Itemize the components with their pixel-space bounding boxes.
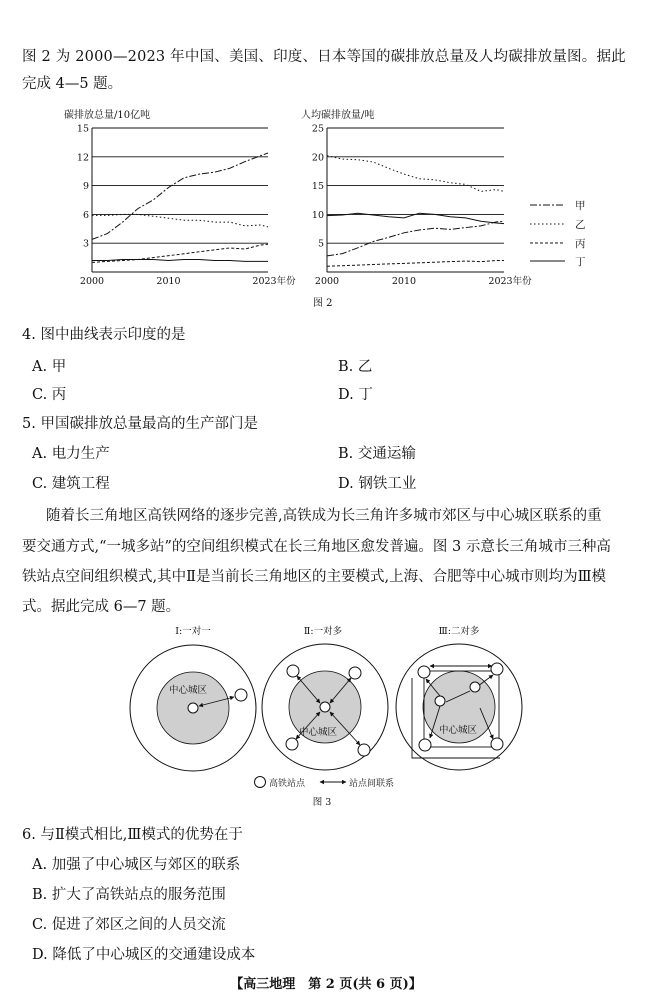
legend-link-label: 站点间联系 bbox=[349, 779, 395, 789]
x-tick-label: 2023年份 bbox=[252, 276, 296, 287]
passage-line-2: 要交通方式,“一城多站”的空间组织模式在长三角地区愈发普遍。图 3 示意长三角城市三种高 bbox=[22, 539, 611, 555]
legend-label-3: 丙 bbox=[575, 238, 586, 250]
page-footer: 【高三地理 第 2 页(共 6 页)】 bbox=[230, 977, 422, 992]
q6-option-a[interactable]: A. 加强了中心城区与郊区的联系 bbox=[32, 857, 241, 873]
figure-2-caption: 图 2 bbox=[313, 298, 333, 309]
mode-3-title: Ⅲ:二对多 bbox=[438, 626, 480, 637]
station-marker bbox=[491, 738, 503, 750]
figure-3-caption: 图 3 bbox=[312, 797, 332, 808]
legend-label-4: 丁 bbox=[575, 256, 586, 268]
legend-station-label: 高铁站点 bbox=[269, 779, 306, 789]
y-tick-label: 15 bbox=[311, 181, 324, 193]
x-tick-label: 2010 bbox=[156, 276, 181, 287]
series-line-3 bbox=[327, 261, 504, 267]
station-marker bbox=[358, 744, 370, 756]
passage-line-4: 式。据此完成 6—7 题。 bbox=[22, 599, 181, 615]
q6-option-d[interactable]: D. 降低了中心城区的交通建设成本 bbox=[32, 947, 256, 963]
q4-option-b[interactable]: B. 乙 bbox=[338, 359, 373, 375]
station-marker bbox=[349, 667, 361, 679]
station-marker bbox=[491, 663, 503, 675]
y-tick-label: 12 bbox=[76, 152, 89, 164]
figure-2-charts bbox=[0, 106, 652, 306]
y-tick-label: 20 bbox=[311, 152, 324, 164]
series-line-1 bbox=[327, 221, 504, 256]
mode-1-diagram bbox=[130, 645, 256, 771]
q6-option-c[interactable]: C. 促进了郊区之间的人员交流 bbox=[32, 917, 226, 933]
station-marker bbox=[470, 682, 480, 692]
x-tick-label: 2000 bbox=[314, 276, 340, 287]
mode-2-center-label: 中心城区 bbox=[298, 727, 338, 738]
q5-option-d[interactable]: D. 钢铁工业 bbox=[338, 476, 417, 492]
legend-label-2: 乙 bbox=[575, 219, 586, 231]
legend-label-1: 甲 bbox=[575, 200, 586, 212]
q4-option-c[interactable]: C. 丙 bbox=[32, 387, 67, 403]
station-marker bbox=[320, 702, 330, 712]
station-marker bbox=[286, 738, 298, 750]
station-marker bbox=[419, 739, 431, 751]
q4-option-d[interactable]: D. 丁 bbox=[338, 387, 373, 403]
mode-3-diagram bbox=[396, 644, 522, 770]
y-tick-label: 10 bbox=[311, 209, 324, 221]
mode-2-title: Ⅱ:一对多 bbox=[303, 626, 343, 637]
y-axis-label: 碳排放总量/10亿吨 bbox=[64, 110, 151, 121]
y-tick-label: 9 bbox=[82, 181, 89, 193]
station-marker bbox=[418, 666, 430, 678]
y-tick-label: 5 bbox=[317, 238, 324, 250]
q5-option-b[interactable]: B. 交通运输 bbox=[338, 446, 416, 462]
y-axis-label: 人均碳排放量/吨 bbox=[301, 110, 375, 121]
legend-station-symbol bbox=[255, 777, 266, 788]
passage-line-3: 铁站点空间组织模式,其中Ⅱ是当前长三角地区的主要模式,上海、合肥等中心城市则均为Ⅲ模 bbox=[22, 569, 607, 585]
y-tick-label: 15 bbox=[76, 123, 89, 135]
figure-3-diagram bbox=[0, 620, 652, 810]
mode-3-center-label: 中心城区 bbox=[438, 725, 478, 736]
x-tick-label: 2023年份 bbox=[488, 276, 532, 287]
station-marker bbox=[287, 665, 299, 677]
intro-line-1: 图 2 为 2000—2023 年中国、美国、印度、日本等国的碳排放总量及人均碳排放量图。据此 bbox=[22, 49, 626, 65]
series-line-1 bbox=[92, 153, 268, 239]
station-marker bbox=[188, 703, 198, 713]
station-marker bbox=[435, 696, 445, 706]
q5-option-a[interactable]: A. 电力生产 bbox=[32, 446, 110, 462]
q5-option-c[interactable]: C. 建筑工程 bbox=[32, 476, 110, 492]
y-tick-label: 6 bbox=[82, 209, 89, 221]
mode-2-diagram bbox=[262, 644, 388, 770]
y-tick-label: 25 bbox=[311, 123, 324, 135]
x-tick-label: 2010 bbox=[391, 276, 417, 287]
q6-option-b[interactable]: B. 扩大了高铁站点的服务范围 bbox=[32, 887, 226, 903]
mode-1-title: Ⅰ:一对一 bbox=[175, 626, 211, 637]
intro-line-2: 完成 4—5 题。 bbox=[22, 76, 123, 92]
q6-stem: 6. 与Ⅱ模式相比,Ⅲ模式的优势在于 bbox=[22, 827, 243, 843]
q5-stem: 5. 甲国碳排放总量最高的生产部门是 bbox=[22, 416, 258, 432]
y-tick-label: 3 bbox=[82, 238, 89, 250]
station-marker bbox=[235, 689, 247, 701]
q4-stem: 4. 图中曲线表示印度的是 bbox=[22, 327, 186, 343]
x-tick-label: 2000 bbox=[79, 276, 105, 287]
mode-1-center-label: 中心城区 bbox=[168, 685, 208, 696]
q4-option-a[interactable]: A. 甲 bbox=[32, 359, 67, 375]
passage-line-1: 随着长三角地区高铁网络的逐步完善,高铁成为长三角许多城市郊区与中心城区联系的重 bbox=[46, 508, 602, 524]
